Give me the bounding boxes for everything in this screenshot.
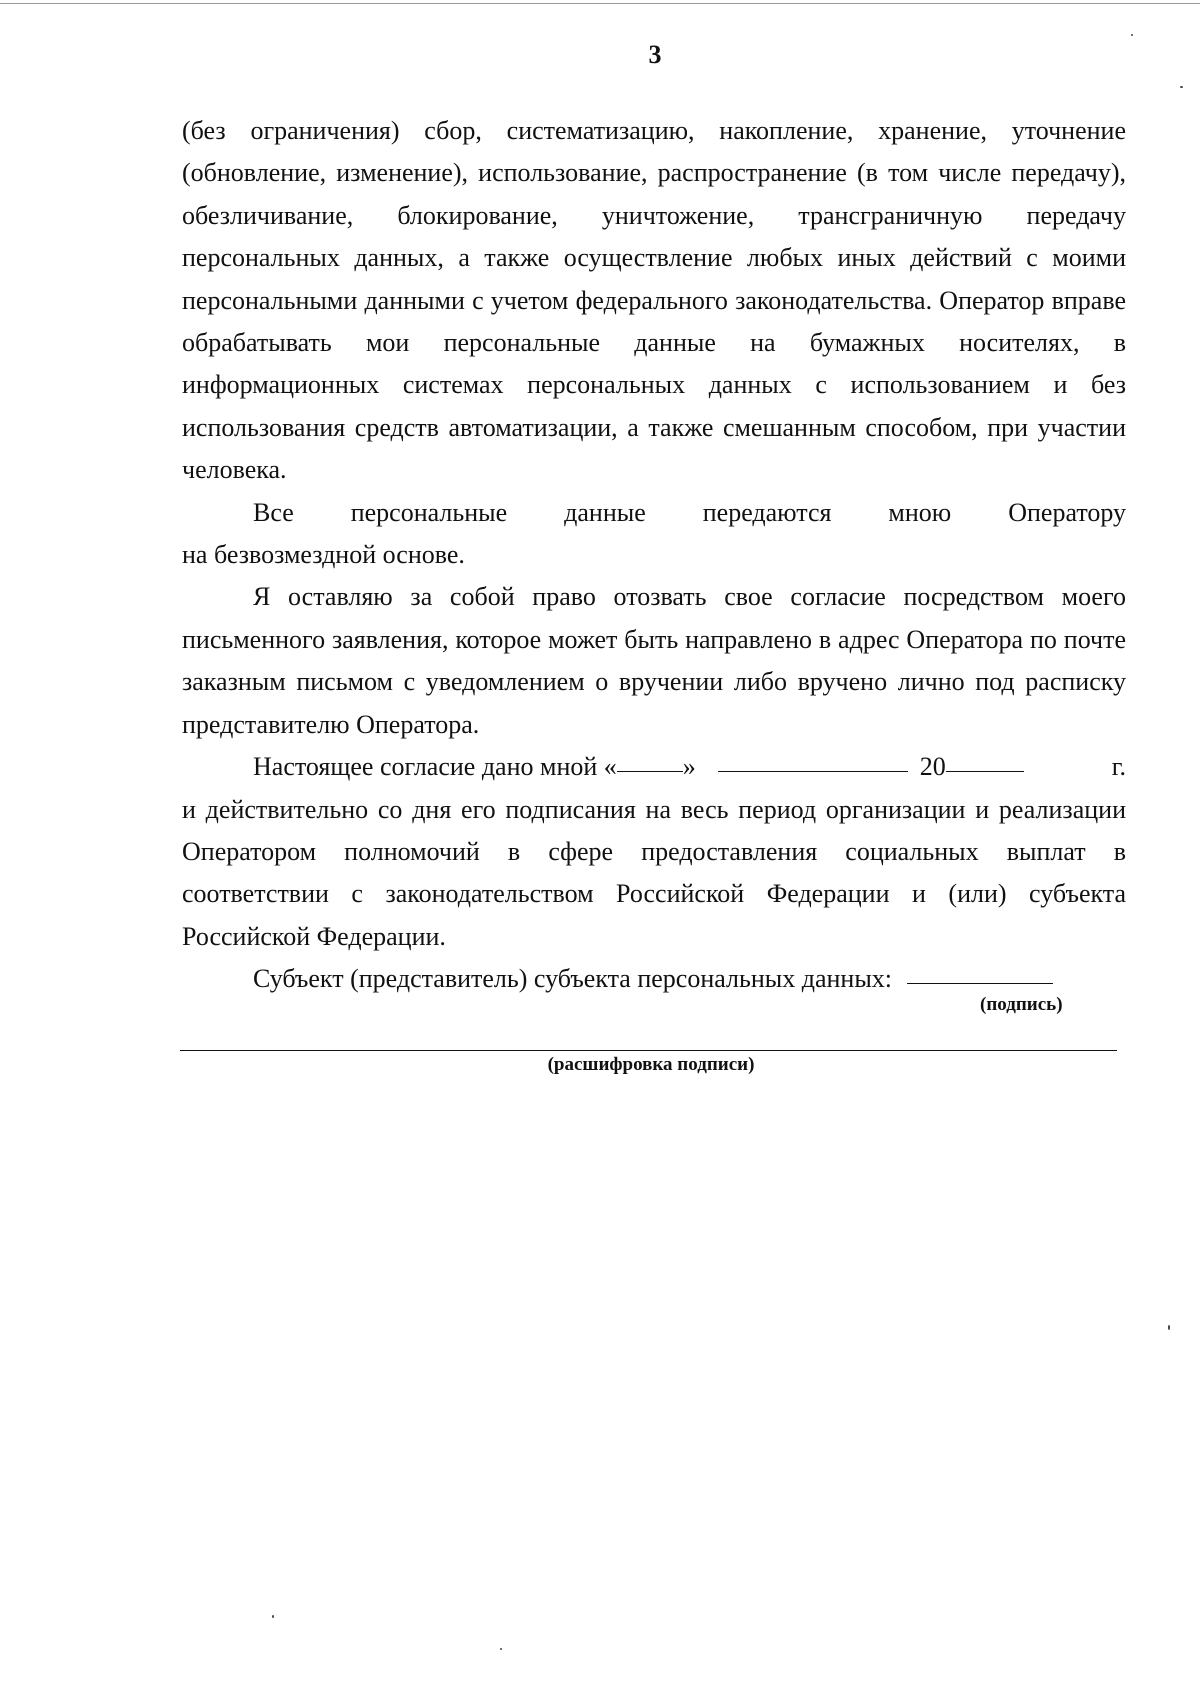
scan-speck [1131, 34, 1133, 36]
signature-decode-rule [180, 1050, 1117, 1051]
signature-blank [907, 982, 1053, 984]
scan-speck [1168, 1325, 1170, 1330]
consent-date-close-quote: » [682, 752, 696, 782]
scan-speck [1180, 86, 1183, 88]
page-number: 3 [648, 40, 662, 69]
month-blank [718, 770, 908, 772]
scan-speck [500, 1648, 502, 1650]
paragraph-validity: и действительно со дня его подписания на весь период организации и реализации Оператором полномочий в сфере предоставления социальных выплат в соответствии с законодательством Российской Федерации и (или) субъекта Российской Федерации. [182, 794, 1126, 951]
paragraph-free-transfer-line1: Все персональные данные передаются мною Оператору [253, 497, 1126, 527]
scan-top-edge [0, 3, 1200, 4]
signature-label: Субъект (представитель) субъекта персональных данных: [253, 964, 893, 994]
scan-speck [272, 1615, 274, 1618]
signature-decode-caption: (расшифровка подписи) [547, 1054, 755, 1075]
consent-date-prefix: Настоящее согласие дано мной « [253, 752, 617, 782]
document-body [182, 110, 1126, 1001]
paragraph-withdrawal-right: Я оставляю за собой право отозвать свое согласие посредством моего письменного заявления, которое может быть направлено в адрес Оператора по почте заказным письмом с уведомлением о вручении либо вручено лично под расписку представителю Оператора. [182, 582, 1126, 739]
consent-date-line [182, 746, 1126, 788]
paragraph-free-transfer-line2: на безвозмездной основе. [182, 540, 465, 570]
year-prefix: 20 [919, 752, 946, 782]
signature-caption: (подпись) [980, 994, 1063, 1015]
year-blank [946, 770, 1024, 772]
paragraph-processing-actions: (без ограничения) сбор, систематизацию, накопление, хранение, уточнение (обновление, изменение), использование, распространение (в том числе передачу), обезличивание, блокирование, уничтожение, трансграничную передачу персональных данных, а также осуществление любых иных действий с моими персональными данными с учетом федерального законодательства. Оператор вправе обрабатывать мои персональные данные на бумажных носителях, в информационных системах персональных данных с использованием и без использования средств автоматизации, а также смешанным способом, при участии человека. [182, 116, 1126, 485]
year-suffix: г. [1111, 752, 1126, 782]
day-blank [617, 770, 683, 772]
